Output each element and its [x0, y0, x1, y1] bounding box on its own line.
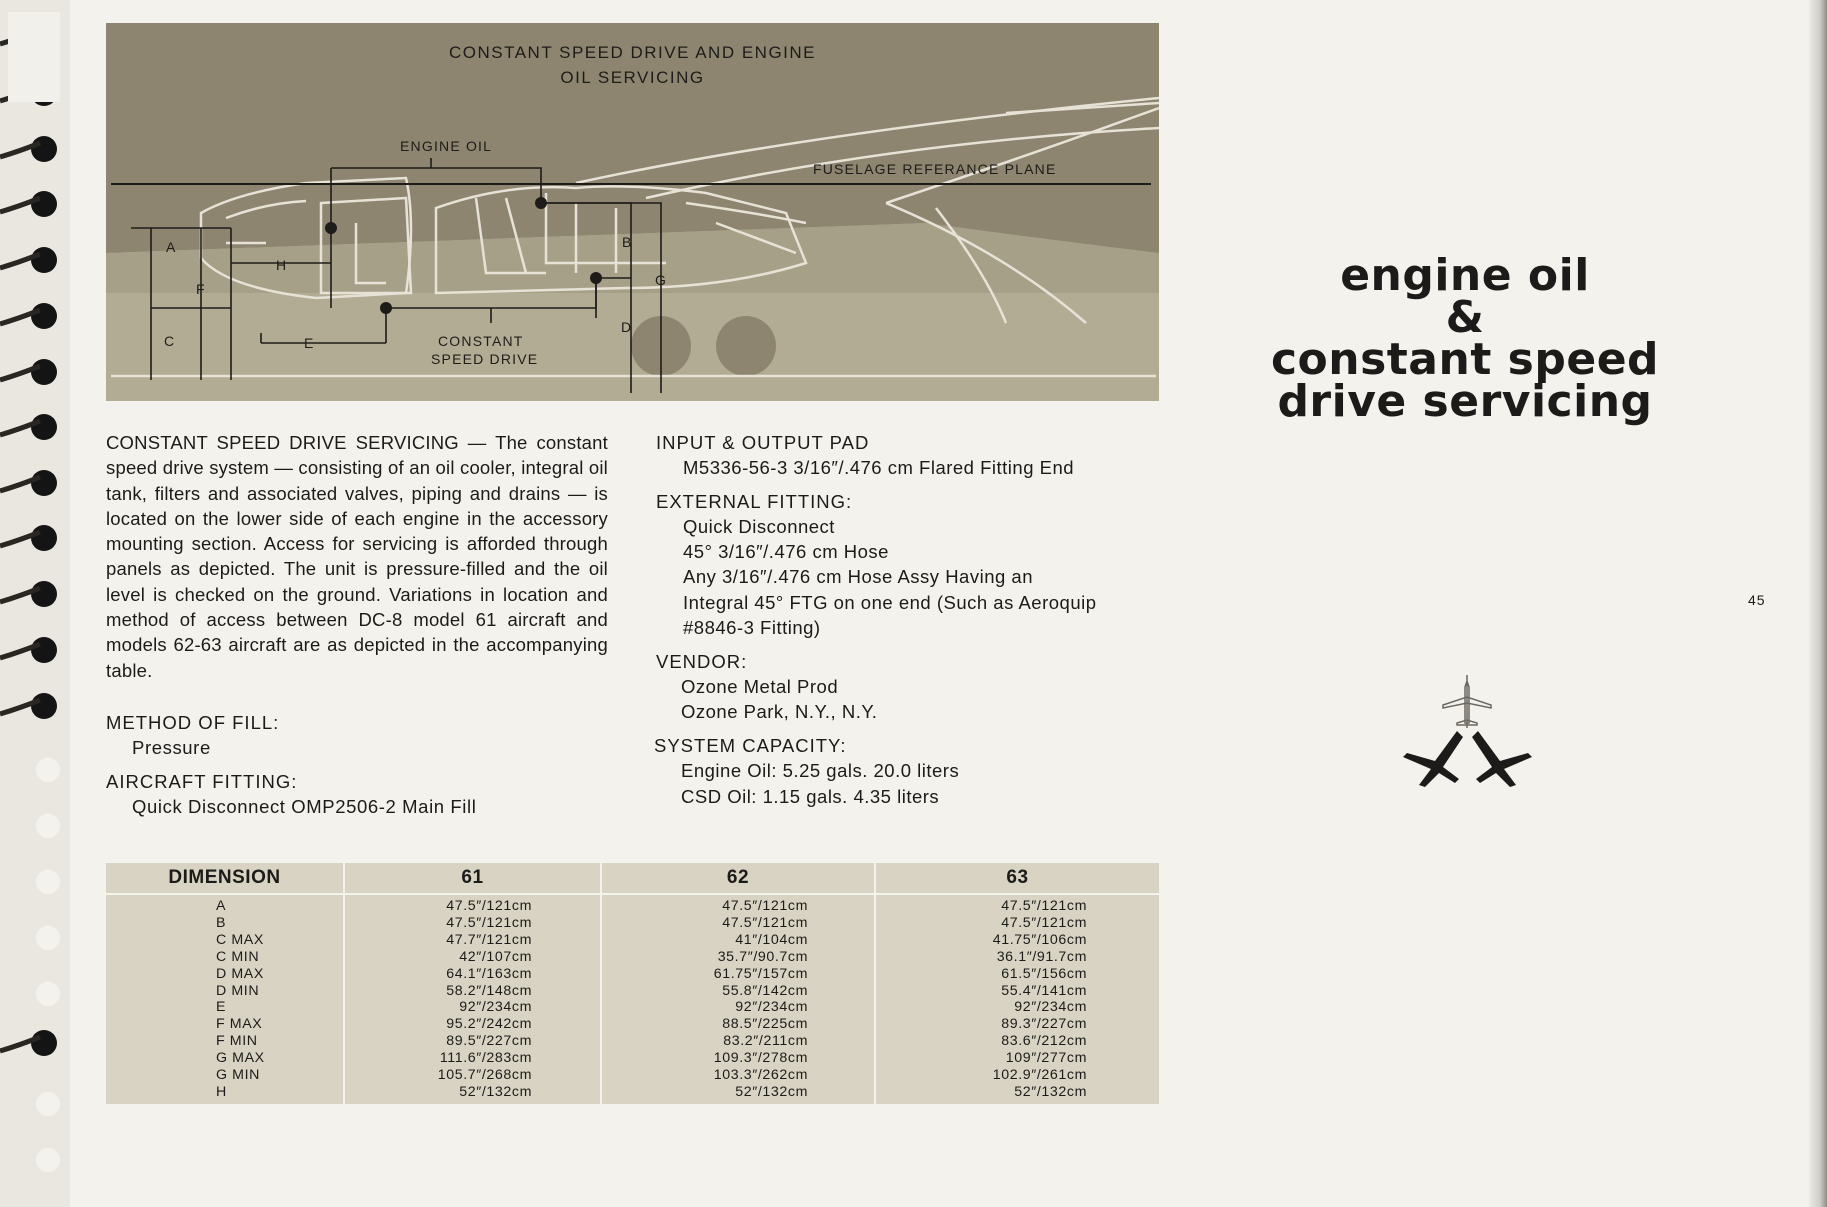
model-62-value: 109.3″/278cm — [713, 1050, 808, 1067]
table-header: 61 — [344, 863, 601, 894]
model-62-value: 61.75″/157cm — [713, 965, 808, 982]
spiral-binding-icon — [0, 0, 70, 1207]
model-62-value: 92″/234cm — [735, 999, 808, 1016]
table-header: 62 — [601, 863, 875, 894]
external-fitting-line: Quick Disconnect — [683, 516, 835, 537]
model-61-value: 52″/132cm — [459, 1083, 532, 1100]
dimension-letter-e: E — [304, 335, 314, 351]
model-62-value: 83.2″/211cm — [723, 1033, 808, 1050]
dimension-letter-a: A — [166, 239, 176, 255]
dimension-column — [106, 894, 344, 1104]
model-62-value: 47.5″/121cm — [722, 898, 808, 914]
model-63-value: 61.5″/156cm — [1001, 965, 1087, 982]
model-61-value: 111.6″/283cm — [439, 1050, 532, 1067]
model-62-value: 52″/132cm — [735, 1083, 808, 1100]
csd-label-line2: SPEED DRIVE — [431, 351, 539, 367]
model-63-value: 109″/277cm — [1005, 1050, 1087, 1067]
fuselage-reference-label: FUSELAGE REFERANCE PLANE — [813, 161, 1057, 177]
model-63-value: 102.9″/261cm — [992, 1067, 1087, 1084]
model-63-value: 47.5″/121cm — [1001, 898, 1087, 914]
dimension-label: C MAX — [216, 931, 264, 948]
dimension-letter-g: G — [655, 272, 666, 288]
system-capacity-line: Engine Oil: 5.25 gals. 20.0 liters — [681, 760, 960, 781]
dimension-label: G MIN — [216, 1067, 260, 1084]
title-ampersand: & — [1445, 292, 1485, 343]
diagram-title-line1: CONSTANT SPEED DRIVE AND ENGINE — [448, 43, 817, 62]
method-of-fill-heading: METHOD OF FILL: — [106, 712, 280, 733]
vendor-line: Ozone Metal Prod — [681, 676, 839, 697]
model-61-value: 47.5″/121cm — [446, 898, 532, 914]
model-62-value: 103.3″/262cm — [713, 1067, 808, 1084]
dimension-letter-d: D — [621, 319, 632, 335]
model-61-value: 95.2″/242cm — [446, 1016, 532, 1033]
diagram-title-line2: OIL SERVICING — [560, 68, 705, 87]
dimension-label: C MIN — [216, 948, 260, 965]
model-63-value: 41.75″/106cm — [992, 931, 1087, 948]
dimension-letter-h: H — [276, 257, 287, 273]
dimension-label: A — [216, 898, 227, 914]
system-capacity-heading: SYSTEM CAPACITY: — [654, 735, 847, 756]
csd-servicing-paragraph: CONSTANT SPEED DRIVE SERVICING — The constant speed drive system — consisting of an oil cooler, integral oil tank, filters and associated valves, piping and drains — is located on the lower side of each engine in the accessory mounting section. Access for servicing is afforded through panels as depicted. The unit is pressure-filled and the oil level is checked on the ground. Variations in location and method of access between DC-8 model 61 aircraft and models 62-63 aircraft are as depicted in the accompanying table. — [106, 432, 608, 681]
model-61-value: 47.5″/121cm — [446, 914, 532, 931]
engine-oil-label: ENGINE OIL — [400, 138, 493, 154]
dimension-letter-b: B — [622, 234, 632, 250]
dimension-label: B — [216, 914, 227, 931]
model-62-column — [601, 894, 875, 1104]
dimension-letter-c: C — [164, 333, 175, 349]
model-62-value: 35.7″/90.7cm — [717, 948, 808, 965]
dimension-label: E — [216, 999, 227, 1016]
table-row — [106, 894, 1159, 1104]
dimension-label: F MIN — [216, 1033, 258, 1050]
input-output-pad-heading: INPUT & OUTPUT PAD — [656, 432, 870, 453]
external-fitting-heading: EXTERNAL FITTING: — [656, 491, 853, 512]
model-63-value: 83.6″/212cm — [1001, 1033, 1087, 1050]
model-63-value: 36.1″/91.7cm — [996, 948, 1087, 965]
dimension-table — [106, 863, 1159, 1104]
external-fitting-line: #8846-3 Fitting) — [683, 617, 821, 638]
model-63-value: 55.4″/141cm — [1001, 982, 1087, 999]
external-fitting-line: Any 3/16″/.476 cm Hose Assy Having an — [683, 566, 1034, 587]
external-fitting-line: 45° 3/16″/.476 cm Hose — [683, 541, 889, 562]
model-61-value: 58.2″/148cm — [446, 982, 532, 999]
model-62-value: 55.8″/142cm — [722, 982, 808, 999]
model-63-value: 52″/132cm — [1014, 1083, 1087, 1100]
three-aircraft-logo-icon — [1395, 673, 1540, 793]
engine-diagram — [106, 23, 1159, 401]
system-capacity-line: CSD Oil: 1.15 gals. 4.35 liters — [681, 786, 940, 807]
external-fitting-line: Integral 45° FTG on one end (Such as Aeroquip — [683, 592, 1097, 613]
page-edge — [1809, 0, 1827, 1207]
vendor-heading: VENDOR: — [656, 651, 748, 672]
input-output-pad-value: M5336-56-3 3/16″/.476 cm Flared Fitting End — [683, 457, 1075, 478]
dimension-label: D MAX — [216, 965, 264, 982]
dimension-letter-f: F — [196, 281, 205, 297]
method-of-fill-value: Pressure — [132, 737, 211, 758]
model-63-value: 47.5″/121cm — [1001, 914, 1087, 931]
model-62-value: 88.5″/225cm — [722, 1016, 808, 1033]
model-61-value: 89.5″/227cm — [446, 1033, 532, 1050]
page-number: 45 — [1748, 592, 1766, 608]
model-63-value: 92″/234cm — [1014, 999, 1087, 1016]
table-header-row — [106, 863, 1159, 894]
model-61-value: 42″/107cm — [459, 948, 532, 965]
title-line: engine oil — [1340, 250, 1590, 301]
table-header: DIMENSION — [106, 863, 344, 894]
section-title — [1240, 250, 1690, 427]
vendor-line: Ozone Park, N.Y., N.Y. — [681, 701, 878, 722]
aircraft-fitting-heading: AIRCRAFT FITTING: — [106, 771, 298, 792]
dimension-label: F MAX — [216, 1016, 263, 1033]
csd-label-line1: CONSTANT — [438, 333, 524, 349]
model-62-value: 47.5″/121cm — [722, 914, 808, 931]
model-61-value: 92″/234cm — [459, 999, 532, 1016]
model-61-value: 47.7″/121cm — [446, 931, 532, 948]
model-62-value: 41″/104cm — [735, 931, 808, 948]
model-61-value: 64.1″/163cm — [446, 965, 532, 982]
title-line: constant speed — [1270, 334, 1660, 385]
title-line: drive servicing — [1277, 376, 1653, 427]
table-header: 63 — [875, 863, 1159, 894]
model-63-column — [875, 894, 1159, 1104]
aircraft-fitting-value: Quick Disconnect OMP2506-2 Main Fill — [132, 796, 477, 817]
model-61-column — [344, 894, 601, 1104]
dimension-label: G MAX — [216, 1050, 265, 1067]
model-61-value: 105.7″/268cm — [437, 1067, 532, 1084]
dimension-label: D MIN — [216, 982, 260, 999]
dimension-label: H — [216, 1083, 227, 1100]
model-63-value: 89.3″/227cm — [1001, 1016, 1087, 1033]
